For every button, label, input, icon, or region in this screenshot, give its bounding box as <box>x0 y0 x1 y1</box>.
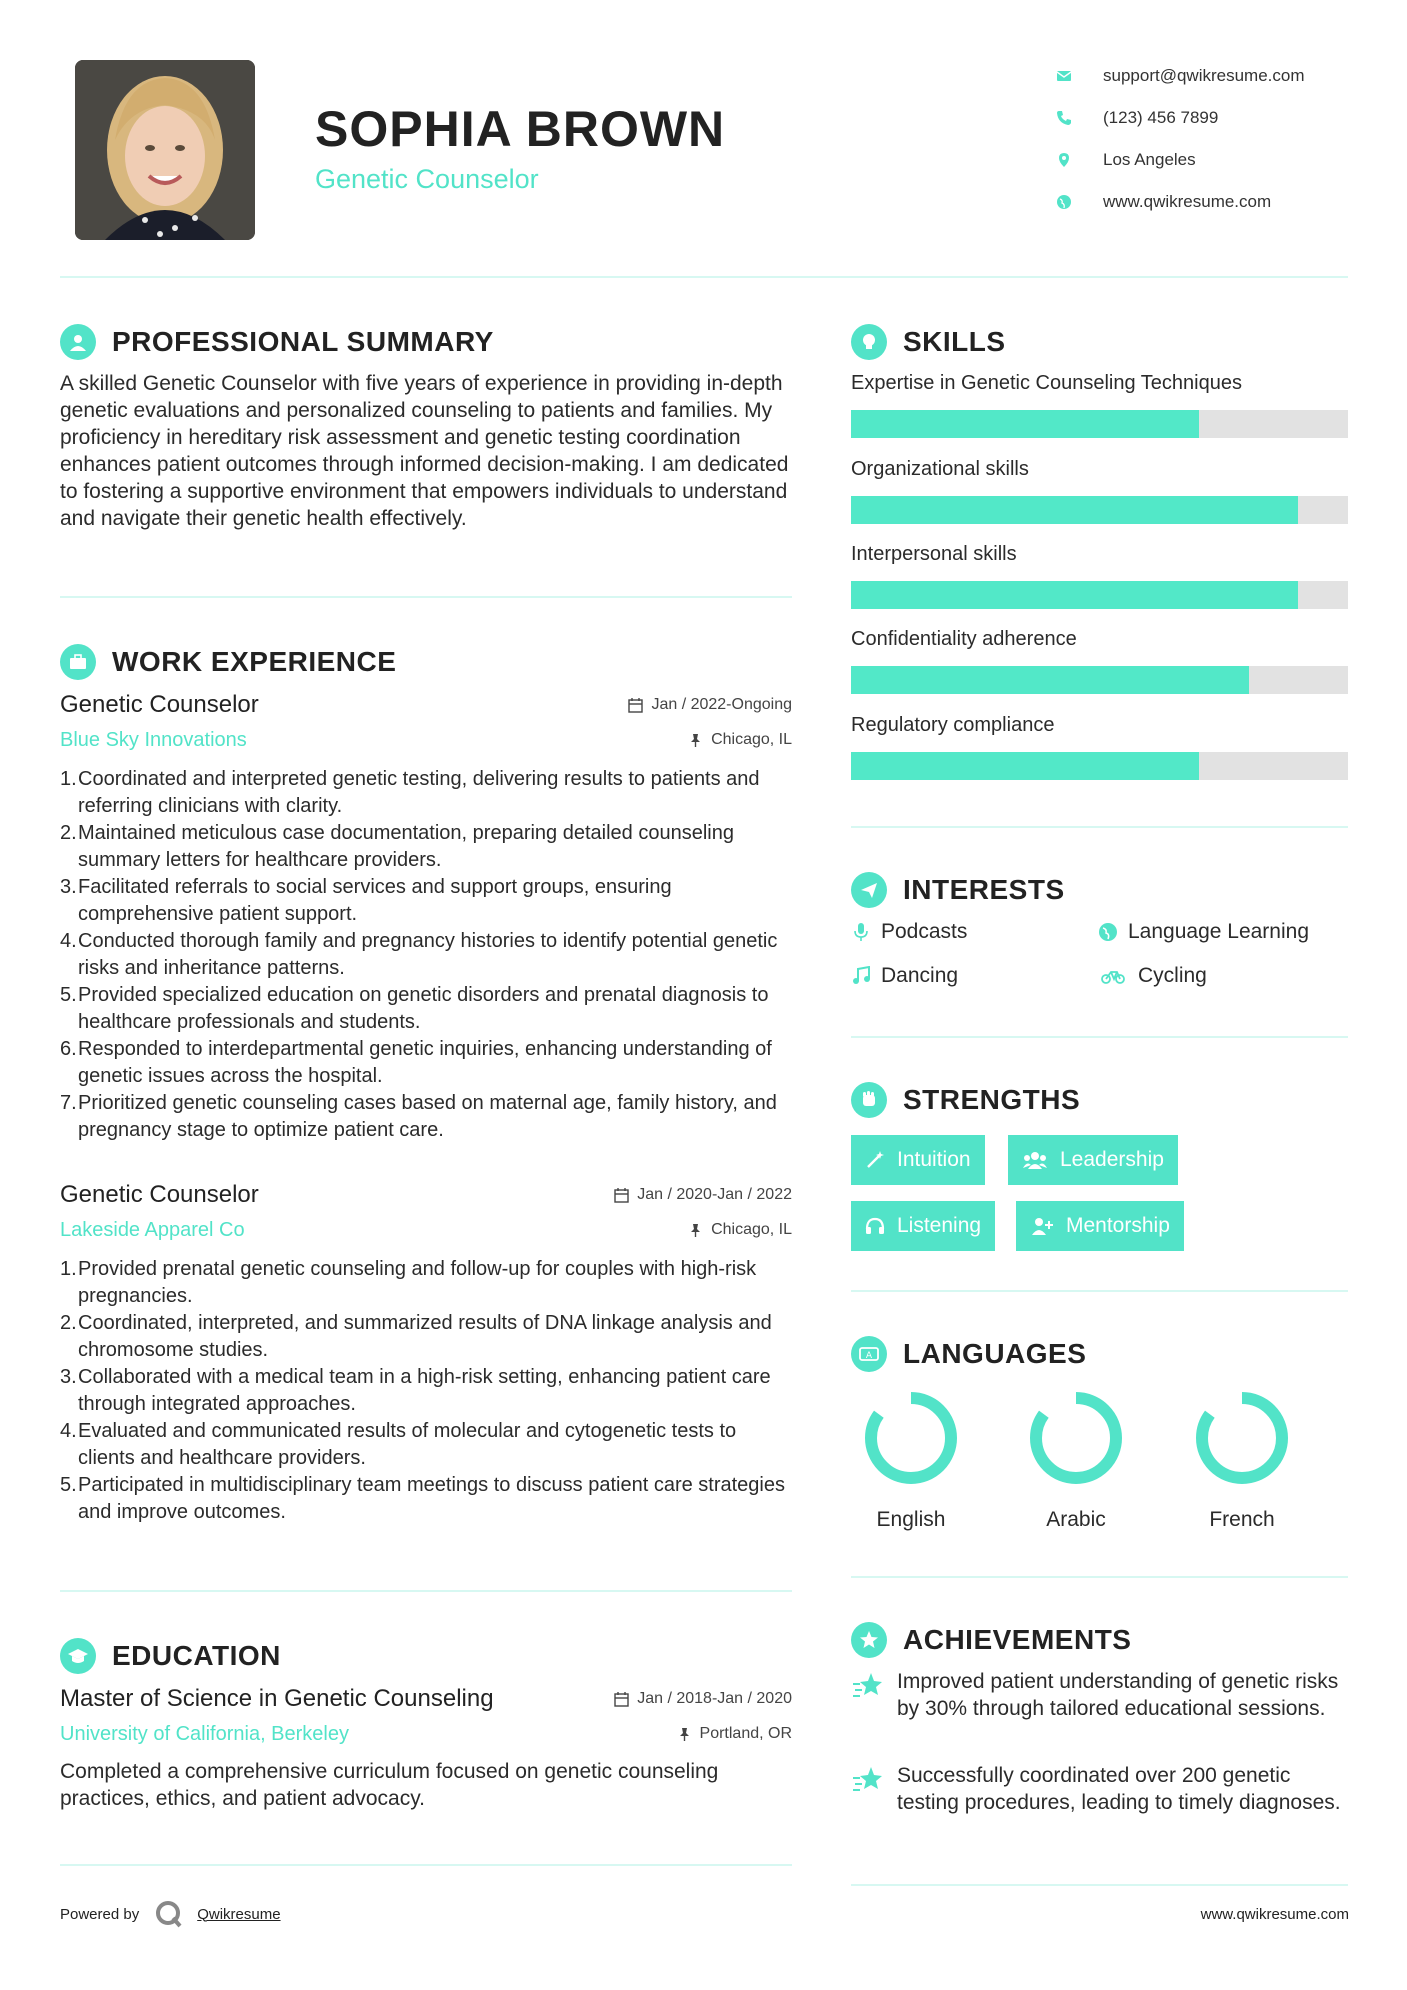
interest-item <box>851 964 958 988</box>
skills-divider <box>851 826 1348 828</box>
list-item: 1. Provided prenatal genetic counseling and follow-up for couples with high-risk pregnancies. <box>60 1258 757 1307</box>
achievements-heading <box>851 1622 1131 1658</box>
language-label: Arabic <box>1046 1508 1106 1531</box>
interest-label: Dancing <box>881 964 959 987</box>
job-entry <box>60 1178 792 1526</box>
education-divider <box>60 1864 792 1866</box>
skill-bar <box>851 666 1348 694</box>
list-item: 2. Coordinated, interpreted, and summarized results of DNA linkage analysis and chromosome studies. <box>60 1312 772 1361</box>
bicycle-icon <box>1098 966 1128 986</box>
skills-title: SKILLS <box>903 326 1006 357</box>
job-role: Genetic Counselor <box>60 691 259 718</box>
list-item: 5. Participated in multidisciplinary team meetings to discuss patient care strategies and improve outcomes. <box>60 1474 785 1523</box>
interest-label: Podcasts <box>881 920 968 943</box>
graduation-cap-icon <box>60 1638 96 1674</box>
job-location <box>688 731 792 749</box>
globe-icon <box>1055 193 1073 211</box>
list-item: 4. Evaluated and communicated results of molecular and cytogenetic tests to clients and healthcare providers. <box>60 1420 737 1469</box>
strengths-heading <box>851 1082 1080 1118</box>
achievement-text: Successfully coordinated over 200 genetic testing procedures, leading to timely diagnoses. <box>897 1764 1341 1814</box>
education-location <box>677 1725 792 1743</box>
job-location-text: Chicago, IL <box>711 731 792 748</box>
job-date <box>614 1186 792 1204</box>
interest-item <box>851 920 967 944</box>
achievements-divider <box>851 1884 1348 1886</box>
education-location-text: Portland, OR <box>699 1725 792 1742</box>
skill-bar-fill <box>851 496 1298 524</box>
skill-label: Organizational skills <box>851 458 1029 480</box>
fist-icon <box>851 1082 887 1118</box>
list-item: 3. Collaborated with a medical team in a high-risk setting, enhancing patient care through integrated approaches. <box>60 1366 771 1415</box>
phone-icon <box>1055 109 1073 127</box>
contact-phone <box>1055 97 1385 139</box>
skill-item <box>851 541 1348 609</box>
achievements-title: ACHIEVEMENTS <box>903 1624 1132 1655</box>
skill-label: Expertise in Genetic Counseling Techniques <box>851 372 1242 394</box>
job-date-text: Jan / 2020-Jan / 2022 <box>637 1186 792 1203</box>
strength-label: Leadership <box>1060 1148 1164 1171</box>
star-icon <box>851 1670 885 1704</box>
calendar-icon <box>614 1692 629 1707</box>
contact-website-text[interactable]: www.qwikresume.com <box>1103 192 1272 211</box>
map-pin-icon <box>1055 151 1073 169</box>
education-date-text: Jan / 2018-Jan / 2020 <box>637 1690 792 1707</box>
interest-label: Language Learning <box>1128 920 1310 943</box>
candidate-name: SOPHIA BROWN <box>315 101 726 157</box>
language-label: French <box>1209 1508 1275 1531</box>
interest-label: Cycling <box>1138 964 1207 987</box>
achievement-item <box>851 1668 1351 1722</box>
languages-title: LANGUAGES <box>903 1338 1087 1369</box>
work-divider <box>60 1590 792 1592</box>
svg-text:A: A <box>865 1351 873 1361</box>
microphone-icon <box>851 922 871 942</box>
music-icon <box>851 966 871 986</box>
job-company: Blue Sky Innovations <box>60 728 247 751</box>
strength-label: Intuition <box>897 1148 971 1171</box>
interests-divider <box>851 1036 1348 1038</box>
calendar-icon <box>628 698 643 713</box>
summary-heading <box>60 324 494 360</box>
strength-label: Listening <box>897 1214 982 1237</box>
skill-item <box>851 712 1348 780</box>
job-duties <box>60 1256 792 1526</box>
powered-by-label: Powered by <box>60 1905 140 1923</box>
paper-plane-icon <box>851 872 887 908</box>
summary-divider <box>60 596 792 598</box>
skill-bar-fill <box>851 666 1249 694</box>
contact-location-text: Los Angeles <box>1103 150 1196 169</box>
language-ring <box>1192 1388 1292 1488</box>
skill-label: Confidentiality adherence <box>851 628 1077 650</box>
job-role: Genetic Counselor <box>60 1181 259 1208</box>
skill-bar-fill <box>851 410 1199 438</box>
pushpin-icon <box>688 1223 703 1238</box>
brand-link[interactable]: Qwikresume <box>197 1905 281 1923</box>
achievement-item <box>851 1762 1351 1816</box>
footer-website[interactable]: www.qwikresume.com <box>1200 1906 1349 1923</box>
language-item <box>851 1388 971 1532</box>
skill-bar-fill <box>851 752 1199 780</box>
languages-divider <box>851 1576 1348 1578</box>
language-item <box>1182 1388 1302 1532</box>
job-location <box>688 1221 792 1239</box>
achievement-text: Improved patient understanding of genetic risks by 30% through tailored educational sessions. <box>897 1670 1339 1720</box>
list-item: 1. Coordinated and interpreted genetic testing, delivering results to patients and referring clinicians with clarity. <box>60 768 760 817</box>
skill-bar-fill <box>851 581 1298 609</box>
strengths-divider <box>851 1290 1348 1292</box>
interest-item <box>1098 920 1309 944</box>
list-item: 5. Provided specialized education on genetic disorders and prenatal diagnosis to healthcare professionals and students. <box>60 984 769 1033</box>
summary-text: A skilled Genetic Counselor with five years of experience in providing in-depth genetic evaluations and personalized counseling to patients and families. My proficiency in hereditary risk assessment and genetic testing coordination enhances patient outcomes through informed decision-making. I am dedicated to fostering a supportive environment that empowers individuals to understand and navigate their genetic health effectively. <box>60 372 789 530</box>
trophy-icon <box>851 1622 887 1658</box>
job-date <box>628 696 792 714</box>
profile-photo <box>75 60 255 240</box>
contact-email-text[interactable]: support@qwikresume.com <box>1103 66 1305 85</box>
list-item: 2. Maintained meticulous case documentation, preparing detailed counseling summary letters for healthcare providers. <box>60 822 734 871</box>
language-item <box>1016 1388 1136 1532</box>
skill-bar <box>851 752 1348 780</box>
contact-location <box>1055 139 1385 181</box>
skill-item <box>851 626 1348 694</box>
header-divider <box>60 276 1348 278</box>
languages-heading <box>851 1336 1086 1372</box>
contact-block <box>1055 55 1385 223</box>
interest-item <box>1098 964 1207 988</box>
language-ring-arc <box>1202 1398 1282 1478</box>
language-label: English <box>876 1508 946 1531</box>
list-item: 6. Responded to interdepartmental genetic inquiries, enhancing understanding of genetic issues across the hospital. <box>60 1038 772 1087</box>
skill-item <box>851 456 1348 524</box>
language-ring-arc <box>871 1398 951 1478</box>
candidate-title: Genetic Counselor <box>315 164 539 194</box>
education-date <box>614 1690 792 1708</box>
degree: Master of Science in Genetic Counseling <box>60 1685 494 1712</box>
list-item: 4. Conducted thorough family and pregnancy histories to identify potential genetic risks and inheritance patterns. <box>60 930 778 979</box>
user-icon <box>60 324 96 360</box>
school: University of California, Berkeley <box>60 1722 349 1745</box>
calendar-icon <box>614 1188 629 1203</box>
lightbulb-icon <box>851 324 887 360</box>
contact-email <box>1055 55 1385 97</box>
pushpin-icon <box>677 1727 692 1742</box>
magic-wand-icon <box>865 1150 885 1170</box>
language-icon <box>851 1336 887 1372</box>
footer-powered-by <box>60 1898 281 1930</box>
briefcase-icon <box>60 644 96 680</box>
skill-label: Regulatory compliance <box>851 714 1055 736</box>
education-description: Completed a comprehensive curriculum focused on genetic counseling practices, ethics, and patient advocacy. <box>60 1760 719 1810</box>
education-title: EDUCATION <box>112 1640 281 1671</box>
envelope-icon <box>1055 67 1073 85</box>
user-plus-icon <box>1030 1216 1054 1236</box>
list-item: 7. Prioritized genetic counseling cases based on maternal age, family history, and pregnancy stage to optimize patient care. <box>60 1092 777 1141</box>
work-heading <box>60 644 396 680</box>
contact-phone-text: (123) 456 7899 <box>1103 108 1219 127</box>
contact-website <box>1055 181 1385 223</box>
users-icon <box>1022 1150 1048 1170</box>
language-ring <box>1026 1388 1126 1488</box>
strength-label: Mentorship <box>1066 1214 1170 1237</box>
skills-heading <box>851 324 1006 360</box>
job-duties <box>60 766 792 1144</box>
education-heading <box>60 1638 281 1674</box>
list-item: 3. Facilitated referrals to social services and support groups, ensuring comprehensive patient support. <box>60 876 672 925</box>
strength-tag <box>851 1135 985 1185</box>
skill-bar <box>851 410 1348 438</box>
language-ring <box>861 1388 961 1488</box>
pushpin-icon <box>688 733 703 748</box>
globe-icon <box>1098 922 1118 942</box>
summary-title: PROFESSIONAL SUMMARY <box>112 326 494 357</box>
job-entry <box>60 688 792 1144</box>
skill-label: Interpersonal skills <box>851 543 1017 565</box>
interests-title: INTERESTS <box>903 874 1065 905</box>
job-date-text: Jan / 2022-Ongoing <box>651 696 792 713</box>
strength-tag <box>1016 1201 1184 1251</box>
interests-heading <box>851 872 1065 908</box>
star-icon <box>851 1764 885 1798</box>
qwikresume-logo-icon <box>153 1898 185 1930</box>
skill-bar <box>851 496 1348 524</box>
strength-tag <box>1008 1135 1178 1185</box>
skill-item <box>851 370 1348 438</box>
education-entry <box>60 1682 792 1812</box>
work-title: WORK EXPERIENCE <box>112 646 397 677</box>
headphones-icon <box>865 1216 885 1236</box>
job-location-text: Chicago, IL <box>711 1221 792 1238</box>
strengths-title: STRENGTHS <box>903 1084 1081 1115</box>
skill-bar <box>851 581 1348 609</box>
strength-tag <box>851 1201 995 1251</box>
language-ring-arc <box>1036 1398 1116 1478</box>
job-company: Lakeside Apparel Co <box>60 1218 245 1241</box>
